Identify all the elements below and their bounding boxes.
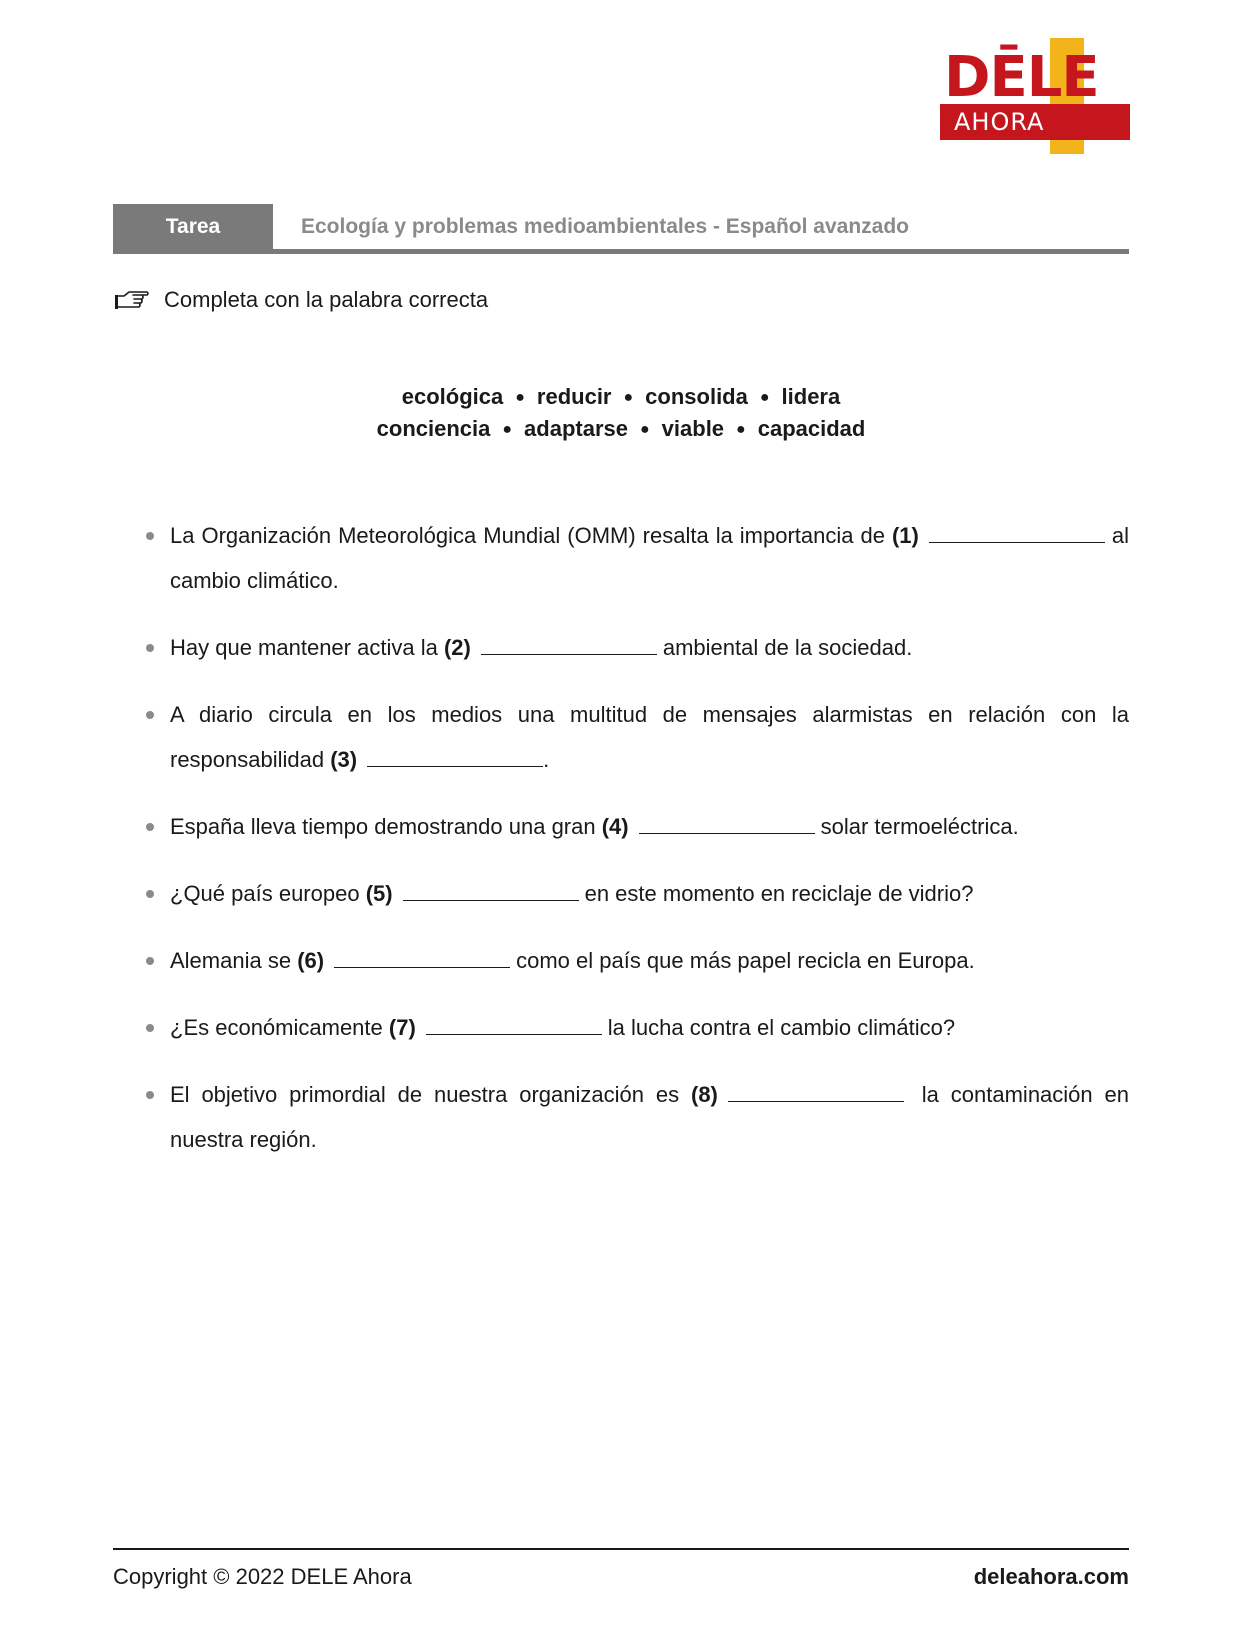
logo-subword: AHORA [954, 108, 1045, 136]
item-number: (6) [297, 948, 325, 973]
item-number: (7) [388, 1015, 416, 1040]
footer-site-link[interactable]: deleahora.com [973, 1564, 1129, 1589]
item-number: (3) [330, 747, 358, 772]
word-bank [113, 382, 1129, 446]
bullet [146, 532, 154, 540]
word-bank-item: adaptarse [524, 416, 628, 441]
bullet [146, 644, 154, 652]
instruction-text: Completa con la palabra correcta [164, 287, 489, 312]
task-header [113, 204, 1129, 254]
bullet [146, 1091, 154, 1099]
footer-rule [113, 1548, 1129, 1550]
exercise-item-4: España lleva tiempo demostrando una gran (4) solar termoeléctrica. [140, 804, 1129, 849]
instruction [114, 285, 488, 315]
word-separator: ● [515, 389, 525, 406]
word-separator: ● [736, 421, 746, 438]
answer-blank-2[interactable] [481, 634, 657, 655]
exercise-item-1: La Organización Meteorológica Mundial (OMM) resalta la importancia de (1) al cambio climático. [140, 513, 1129, 603]
word-separator: ● [640, 421, 650, 438]
header-rule [113, 249, 1129, 254]
word-bank-item: ecológica [401, 384, 504, 409]
exercise-item-5: ¿Qué país europeo (5) en este momento en reciclaje de vidrio? [140, 871, 1129, 916]
logo-wordmark: DĒLE [944, 45, 1099, 110]
word-bank-item: reducir [536, 384, 612, 409]
word-bank-item: conciencia [376, 416, 491, 441]
word-bank-item: viable [661, 416, 725, 441]
bullet [146, 823, 154, 831]
word-bank-row-1 [113, 382, 1129, 414]
pointing-hand-icon [114, 288, 150, 312]
exercise-item-3: A diario circula en los medios una multitud de mensajes alarmistas en relación con la responsabilidad (3) . [140, 692, 1129, 782]
answer-blank-8[interactable] [728, 1081, 904, 1102]
answer-blank-7[interactable] [426, 1014, 602, 1035]
answer-blank-1[interactable] [929, 522, 1105, 543]
page-title: Ecología y problemas medioambientales - Español avanzado [301, 215, 910, 238]
bullet [146, 957, 154, 965]
word-bank-item: capacidad [757, 416, 866, 441]
word-bank-item: lidera [781, 384, 841, 409]
exercise-item-7: ¿Es económicamente (7) la lucha contra el cambio climático? [140, 1005, 1129, 1050]
answer-blank-4[interactable] [639, 813, 815, 834]
word-bank-row-2 [113, 414, 1129, 446]
exercise-item-8: El objetivo primordial de nuestra organización es (8) la contaminación en nuestra región. [140, 1072, 1129, 1162]
exercise-item-2: Hay que mantener activa la (2) ambiental de la sociedad. [140, 625, 1129, 670]
answer-blank-5[interactable] [403, 880, 579, 901]
answer-blank-6[interactable] [334, 947, 510, 968]
footer-copyright: Copyright © 2022 DELE Ahora [113, 1564, 412, 1589]
bullet [146, 1024, 154, 1032]
bullet [146, 890, 154, 898]
exercise-list [140, 513, 1129, 1184]
word-bank-item: consolida [645, 384, 748, 409]
item-number: (4) [601, 814, 629, 839]
item-number: (2) [443, 635, 471, 660]
bullet [146, 711, 154, 719]
word-separator: ● [759, 389, 770, 406]
answer-blank-3[interactable] [367, 746, 543, 767]
item-number: (5) [365, 881, 393, 906]
item-number: (1) [891, 523, 919, 548]
item-number: (8) [691, 1082, 718, 1107]
word-separator: ● [623, 389, 634, 406]
exercise-item-6: Alemania se (6) como el país que más papel recicla en Europa. [140, 938, 1129, 983]
task-tag: Tarea [113, 204, 273, 249]
word-separator: ● [502, 421, 513, 438]
dele-ahora-logo [940, 32, 1130, 157]
